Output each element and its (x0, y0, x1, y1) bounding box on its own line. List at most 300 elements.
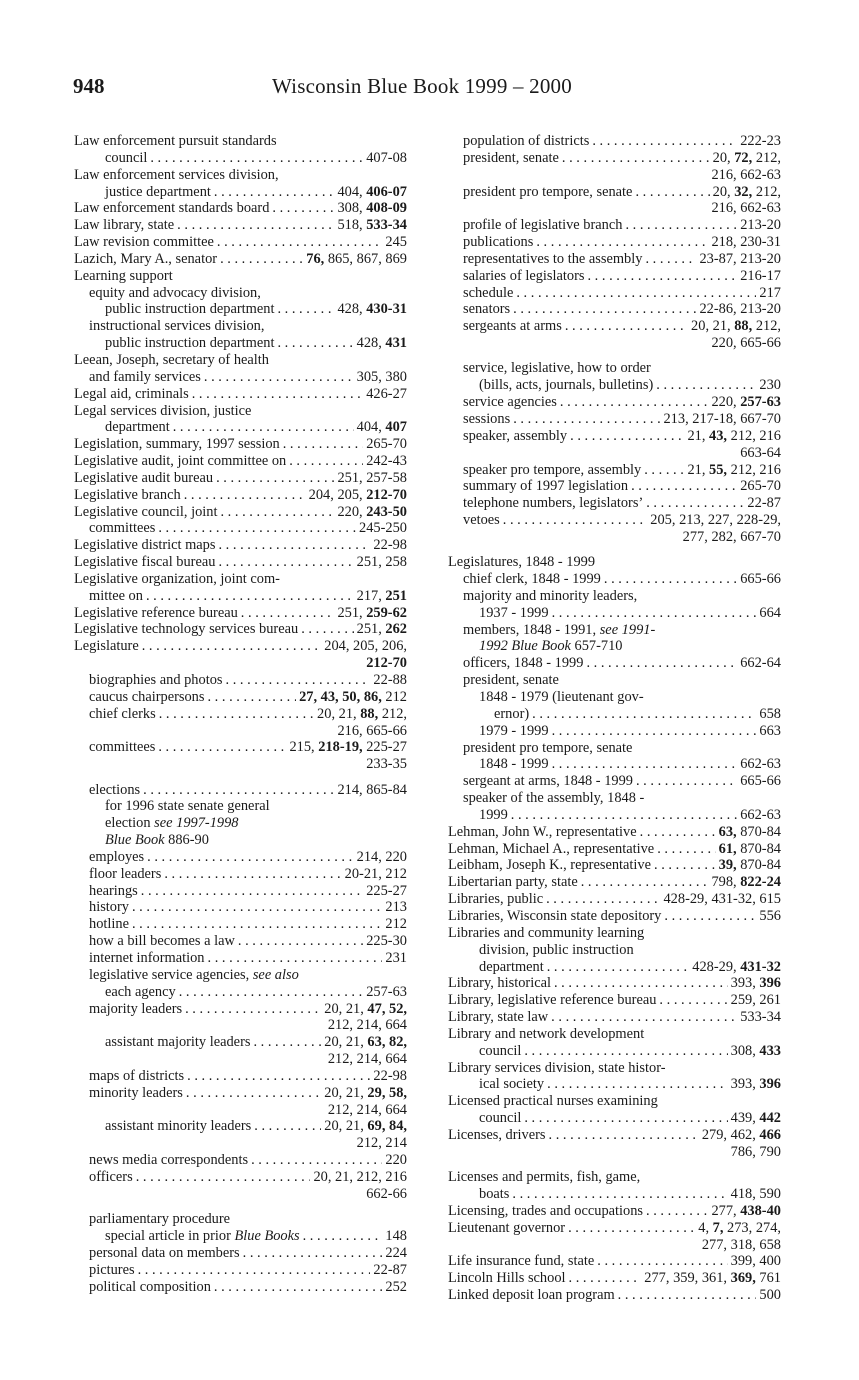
dot-leader (226, 672, 371, 689)
entry-term: each agency (105, 983, 176, 1000)
index-entry (74, 1245, 407, 1262)
index-entry-continuation: 220, 665-66 (711, 335, 781, 352)
index-entry-continuation: 233-35 (366, 756, 407, 773)
dot-leader (646, 495, 744, 512)
index-entry (74, 184, 407, 201)
index-entry (448, 495, 781, 512)
entry-term: telephone numbers, legislators’ (463, 495, 644, 512)
dot-leader (289, 453, 363, 470)
index-entry (448, 411, 781, 428)
page-references: 533-34 (740, 1009, 781, 1026)
entry-term: how a bill becomes a law (89, 933, 235, 950)
index-entry (448, 824, 781, 841)
dot-leader (581, 874, 709, 891)
dot-leader (214, 1279, 383, 1296)
page-references: 225-30 (366, 933, 407, 950)
page-references: 556 (759, 907, 781, 924)
index-entry (74, 436, 407, 453)
page-references: 257-63 (366, 983, 407, 1000)
dot-leader (192, 386, 364, 403)
page-references: 518, 533-34 (337, 217, 407, 234)
entry-term: population of districts (463, 133, 590, 149)
dot-leader (547, 959, 690, 976)
entry-term: Life insurance fund, state (448, 1253, 595, 1270)
entry-term: minority leaders (89, 1084, 183, 1101)
dot-leader (253, 1034, 321, 1051)
index-entry (448, 723, 781, 740)
dot-leader (241, 605, 335, 622)
entry-term: hotline (89, 916, 129, 933)
page-references: 225-27 (366, 882, 407, 899)
index-entry-continuation: 216, 662-63 (711, 200, 781, 217)
dot-leader (303, 1228, 383, 1245)
page-references: 664 (759, 604, 781, 621)
dot-leader (552, 605, 757, 622)
index-column-right (448, 133, 781, 1304)
dot-leader (532, 706, 756, 723)
entry-term: political composition (89, 1278, 211, 1295)
entry-term: employes (89, 848, 145, 865)
dot-leader (207, 689, 296, 706)
index-entry (448, 394, 781, 411)
page-references: 308, 433 (730, 1042, 781, 1059)
page-references: 404, 406-07 (337, 183, 407, 200)
page-references: 265-70 (740, 478, 781, 495)
index-entry (448, 1043, 781, 1060)
dot-leader (604, 571, 737, 588)
dot-leader (146, 588, 354, 605)
page-references: 251, 257-58 (337, 469, 407, 486)
entry-term: speaker pro tempore, assembly (463, 461, 642, 478)
entry-term: boats (479, 1185, 510, 1202)
entry-term: chief clerk, 1848 - 1999 (463, 571, 601, 588)
entry-term: committees (89, 739, 156, 756)
page-references: 20, 21, 212, 216 (313, 1168, 407, 1185)
dot-leader (158, 739, 286, 756)
entry-term: service agencies (463, 394, 557, 411)
dot-leader (218, 554, 353, 571)
dot-leader (524, 1110, 727, 1127)
index-entry (448, 1203, 781, 1220)
running-title: Wisconsin Blue Book 1999 – 2000 (272, 74, 572, 98)
index-heading: president, senate (463, 672, 559, 689)
index-entry-continuation: 277, 318, 658 (701, 1236, 781, 1253)
entry-term: (bills, acts, journals, bulletins) (479, 377, 654, 394)
entry-term: Lincoln Hills school (448, 1270, 566, 1287)
index-entry (448, 428, 781, 445)
page-references: 404, 407 (356, 419, 407, 436)
dot-leader (204, 369, 354, 386)
page-references: 213-20 (740, 217, 781, 234)
index-entry (448, 217, 781, 234)
entry-term: Lehman, Michael A., representative (448, 840, 655, 857)
index-entry (74, 150, 407, 167)
entry-term: justice department (105, 183, 211, 200)
dot-leader (645, 251, 696, 268)
entry-term: senators (463, 301, 511, 318)
dot-leader (238, 933, 363, 950)
entry-term: officers (89, 1168, 133, 1185)
page-references: 22-98 (373, 537, 407, 554)
entry-term: mittee on (89, 587, 143, 604)
entry-term: 1937 - 1999 (479, 604, 549, 621)
entry-term: Legislative reference bureau (74, 604, 238, 621)
page-references: 265-70 (366, 436, 407, 453)
index-entry (448, 1220, 781, 1237)
page-references: 216-17 (740, 267, 781, 284)
dot-leader (524, 1043, 727, 1060)
index-entry (74, 689, 407, 706)
index-heading: Libraries and community learning (448, 924, 645, 941)
index-entry (448, 605, 781, 622)
index-entry-continuation: 212, 214, 664 (327, 1051, 407, 1068)
page-references: 20, 21, 47, 52, (324, 1000, 407, 1017)
dot-leader (516, 285, 756, 302)
page-references: 305, 380 (356, 368, 407, 385)
page-references: 204, 205, 212-70 (308, 486, 407, 503)
index-entry (448, 478, 781, 495)
index-heading: speaker of the assembly, 1848 - (463, 790, 645, 807)
index-entry (448, 959, 781, 976)
page-references: 21, 55, 212, 216 (687, 461, 781, 478)
page-references: 658 (759, 705, 781, 722)
index-entry (74, 554, 407, 571)
index-heading: 1848 - 1979 (lieutenant gov- (479, 689, 644, 705)
page-references: 20, 21, 69, 84, (324, 1118, 407, 1135)
entry-term: sergeant at arms, 1848 - 1999 (463, 773, 633, 790)
index-entry (448, 268, 781, 285)
entry-term: chief clerks (89, 705, 156, 722)
entry-term: Lieutenant governor (448, 1219, 566, 1236)
page-references: 218, 230-31 (711, 234, 781, 251)
dot-leader (143, 782, 334, 799)
dot-leader (503, 512, 648, 529)
dot-leader (185, 1001, 321, 1018)
page-references: 662-64 (740, 655, 781, 672)
page-references: 418, 590 (730, 1185, 781, 1202)
index-entry (74, 984, 407, 1001)
index-entry (74, 419, 407, 436)
entry-term: Licenses, drivers (448, 1126, 546, 1143)
dot-leader (301, 621, 353, 638)
entry-term: personal data on members (89, 1244, 240, 1261)
dot-leader (631, 478, 737, 495)
page-references: 428, 431 (356, 335, 407, 352)
index-entry (74, 217, 407, 234)
page-references: 230 (759, 377, 781, 394)
dot-leader (186, 1085, 321, 1102)
dot-leader (659, 992, 727, 1009)
index-entry-continuation: 786, 790 (730, 1143, 781, 1160)
page-references: 20, 32, 212, (712, 183, 781, 200)
index-heading: 1992 Blue Book 657-710 (479, 638, 623, 655)
index-heading: Law enforcement services division, (74, 166, 279, 183)
dot-leader (220, 504, 334, 521)
page-references: 407-08 (366, 149, 407, 166)
index-heading: Library services division, state histor- (448, 1059, 666, 1076)
entry-term: Legislature (74, 638, 139, 655)
dot-leader (513, 411, 660, 428)
page-references: 798, 822-24 (711, 874, 781, 891)
dot-leader (597, 1253, 727, 1270)
entry-term: Legislative audit bureau (74, 469, 214, 486)
page-references: 220, 257-63 (711, 394, 781, 411)
page-references: 4, 7, 273, 274, (698, 1219, 781, 1236)
page-references: 245 (385, 234, 407, 251)
index-entry (74, 537, 407, 554)
index-heading: Legal services division, justice (74, 402, 252, 419)
page-references: 245-250 (359, 520, 407, 537)
entry-term: Legislative technology services bureau (74, 621, 299, 638)
index-entry (74, 1085, 407, 1102)
dot-leader (147, 849, 353, 866)
index-entry (448, 1127, 781, 1144)
entry-term: Licensing, trades and occupations (448, 1202, 644, 1219)
dot-leader (551, 1009, 737, 1026)
page-references: 20-21, 212 (344, 865, 407, 882)
dot-leader (218, 537, 370, 554)
entry-term: Law enforcement standards board (74, 200, 270, 217)
page-references: 20, 21, 88, 212, (317, 705, 407, 722)
index-entry (74, 1034, 407, 1051)
page-references: 220, 243-50 (337, 503, 407, 520)
entry-term: biographies and photos (89, 672, 223, 688)
page-references: 428-29, 431-32 (692, 958, 781, 975)
index-entry (74, 950, 407, 967)
index-heading: Licenses and permits, fish, game, (448, 1169, 641, 1186)
index-entry (74, 200, 407, 217)
entry-term: assistant majority leaders (105, 1034, 251, 1051)
index-entry (74, 782, 407, 799)
dot-leader (187, 1068, 370, 1085)
index-entry (74, 504, 407, 521)
entry-term: Libraries, public (448, 891, 544, 908)
index-heading: Law enforcement pursuit standards (74, 133, 277, 149)
index-entry-continuation: 216, 662-63 (711, 166, 781, 183)
index-entry (448, 512, 781, 529)
dot-leader (216, 470, 334, 487)
index-heading: election see 1997-1998 (105, 815, 239, 832)
dot-leader (243, 1245, 383, 1262)
index-entry (448, 1009, 781, 1026)
entry-term: council (479, 1042, 522, 1059)
page-references: 393, 396 (730, 975, 781, 992)
dot-leader (646, 1203, 708, 1220)
dot-leader (251, 1152, 382, 1169)
page-references: 214, 220 (356, 848, 407, 865)
entry-term: Linked deposit loan program (448, 1287, 615, 1304)
index-entry (448, 874, 781, 891)
entry-term: 1848 - 1999 (479, 756, 549, 773)
page-references: 242-43 (366, 453, 407, 470)
page-references: 148 (385, 1228, 407, 1244)
dot-leader (277, 335, 353, 352)
index-heading: equity and advocacy division, (89, 284, 261, 301)
index-heading: Legislatures, 1848 - 1999 (448, 554, 596, 571)
dot-leader (654, 857, 716, 874)
index-entry (74, 706, 407, 723)
dot-leader (546, 891, 660, 908)
dot-leader (565, 318, 688, 335)
dot-leader (560, 394, 709, 411)
index-entry (448, 773, 781, 790)
entry-term: public instruction department (105, 335, 275, 352)
page-references: 259, 261 (730, 992, 781, 1009)
entry-term: sessions (463, 411, 511, 427)
dot-leader (625, 217, 737, 234)
index-entry (74, 1001, 407, 1018)
index-entry (74, 1068, 407, 1085)
entry-term: majority leaders (89, 1000, 183, 1017)
page-references: 393, 396 (730, 1076, 781, 1093)
page-references: 20, 21, 29, 58, (324, 1084, 407, 1101)
index-entry (74, 899, 407, 916)
entry-term: assistant minority leaders (105, 1118, 252, 1135)
dot-leader (138, 1262, 371, 1279)
entry-term: Lehman, John W., representative (448, 823, 637, 840)
page-references: 662-63 (740, 806, 781, 823)
index-entry (448, 150, 781, 167)
page-references: 39, 870-84 (718, 857, 781, 874)
index-entry-continuation: 212, 214, 664 (327, 1017, 407, 1034)
entry-term: Library, state law (448, 1009, 549, 1026)
index-heading: for 1996 state senate general (105, 798, 270, 815)
entry-term: salaries of legislators (463, 267, 585, 284)
dot-leader (656, 377, 756, 394)
index-entry (448, 462, 781, 479)
entry-term: sergeants at arms (463, 318, 562, 335)
page-references: 428-29, 431-32, 615 (663, 891, 781, 908)
index-heading: Learning support (74, 267, 173, 284)
entry-term: Law revision committee (74, 234, 214, 251)
page-references: 215, 218-19, 225-27 (289, 739, 407, 756)
entry-term: publications (463, 234, 534, 251)
page-references: 277, 438-40 (711, 1202, 781, 1219)
index-entry (448, 891, 781, 908)
index-entry (74, 672, 407, 689)
page-references: 213 (385, 899, 407, 916)
index-heading: division, public instruction (479, 941, 634, 958)
page-references: 217 (759, 284, 781, 301)
page-references: 222-23 (740, 133, 781, 149)
dot-leader (664, 908, 756, 925)
index-entry (448, 975, 781, 992)
index-entry-continuation: 212, 214, 664 (327, 1101, 407, 1118)
index-entry (448, 377, 781, 394)
dot-leader (254, 1118, 321, 1135)
index-entry (74, 1118, 407, 1135)
index-entry (74, 916, 407, 933)
entry-term: Legislation, summary, 1997 session (74, 436, 280, 453)
index-entry (448, 1287, 781, 1304)
index-entry (448, 655, 781, 672)
page-references: 205, 213, 227, 228-29, (650, 512, 781, 529)
page-references: 439, 442 (730, 1110, 781, 1127)
entry-term: officers, 1848 - 1999 (463, 655, 584, 672)
entry-term: 1999 (479, 806, 508, 823)
index-entry (448, 234, 781, 251)
page-references: 22-88 (373, 672, 407, 688)
entry-term: ical society (479, 1076, 545, 1093)
page-references: 399, 400 (730, 1253, 781, 1270)
index-entry-continuation: 662-66 (366, 1185, 407, 1202)
entry-term: Library, historical (448, 975, 551, 992)
entry-term: vetoes (463, 512, 500, 529)
index-heading: majority and minority leaders, (463, 587, 638, 604)
dot-leader (173, 419, 354, 436)
page-references: 63, 870-84 (718, 823, 781, 840)
dot-leader (618, 1287, 757, 1304)
index-entry (74, 487, 407, 504)
entry-term: caucus chairpersons (89, 688, 205, 705)
entry-term: maps of districts (89, 1067, 185, 1084)
index-heading: Library and network development (448, 1025, 645, 1042)
page-references: 231 (385, 950, 407, 966)
index-entry (74, 1262, 407, 1279)
dot-leader (636, 773, 737, 790)
entry-term: Legislative audit, joint committee on (74, 453, 287, 470)
entry-term: floor leaders (89, 865, 162, 882)
index-entry (448, 1186, 781, 1203)
index-entry (74, 251, 407, 268)
dot-leader (644, 462, 684, 479)
index-entry (74, 739, 407, 756)
index-entry (448, 841, 781, 858)
dot-leader (283, 436, 364, 453)
page-references: 22-87 (373, 1261, 407, 1278)
index-entry (74, 301, 407, 318)
index-entry (448, 908, 781, 925)
entry-term: committees (89, 520, 156, 537)
index-entry (74, 866, 407, 883)
entry-term: history (89, 899, 129, 916)
dot-leader (217, 234, 383, 251)
dot-leader (136, 1169, 311, 1186)
index-entry (74, 470, 407, 487)
index-entry-continuation: 212-70 (366, 655, 407, 672)
page-references: 22-98 (373, 1067, 407, 1084)
index-entry (448, 571, 781, 588)
entry-term: president pro tempore, senate (463, 183, 633, 200)
page-references: 204, 205, 206, (324, 638, 407, 655)
page-references: 217, 251 (356, 587, 407, 604)
entry-term: department (105, 419, 170, 436)
index-heading: parliamentary procedure (89, 1211, 231, 1228)
index-entry-continuation: 212, 214 (356, 1135, 407, 1152)
index-entry (74, 933, 407, 950)
dot-leader (592, 133, 737, 150)
index-entry (74, 849, 407, 866)
index-heading: president pro tempore, senate (463, 739, 633, 756)
page-references: 212 (385, 916, 407, 933)
dot-leader (586, 655, 737, 672)
index-entry (448, 1253, 781, 1270)
page-references: 251, 259-62 (337, 604, 407, 621)
index-entry (448, 285, 781, 302)
entry-term: elections (89, 781, 141, 798)
index-entry (74, 605, 407, 622)
index-entry (448, 184, 781, 201)
entry-term: Legislative district maps (74, 537, 216, 554)
dot-leader (513, 301, 696, 318)
dot-leader (568, 1220, 695, 1237)
index-heading: Leean, Joseph, secretary of health (74, 351, 269, 368)
index-heading: legislative service agencies, see also (89, 966, 299, 983)
index-entry-continuation: 216, 665-66 (337, 722, 407, 739)
index-entry (74, 1169, 407, 1186)
index-entry (74, 453, 407, 470)
dot-leader (536, 234, 708, 251)
